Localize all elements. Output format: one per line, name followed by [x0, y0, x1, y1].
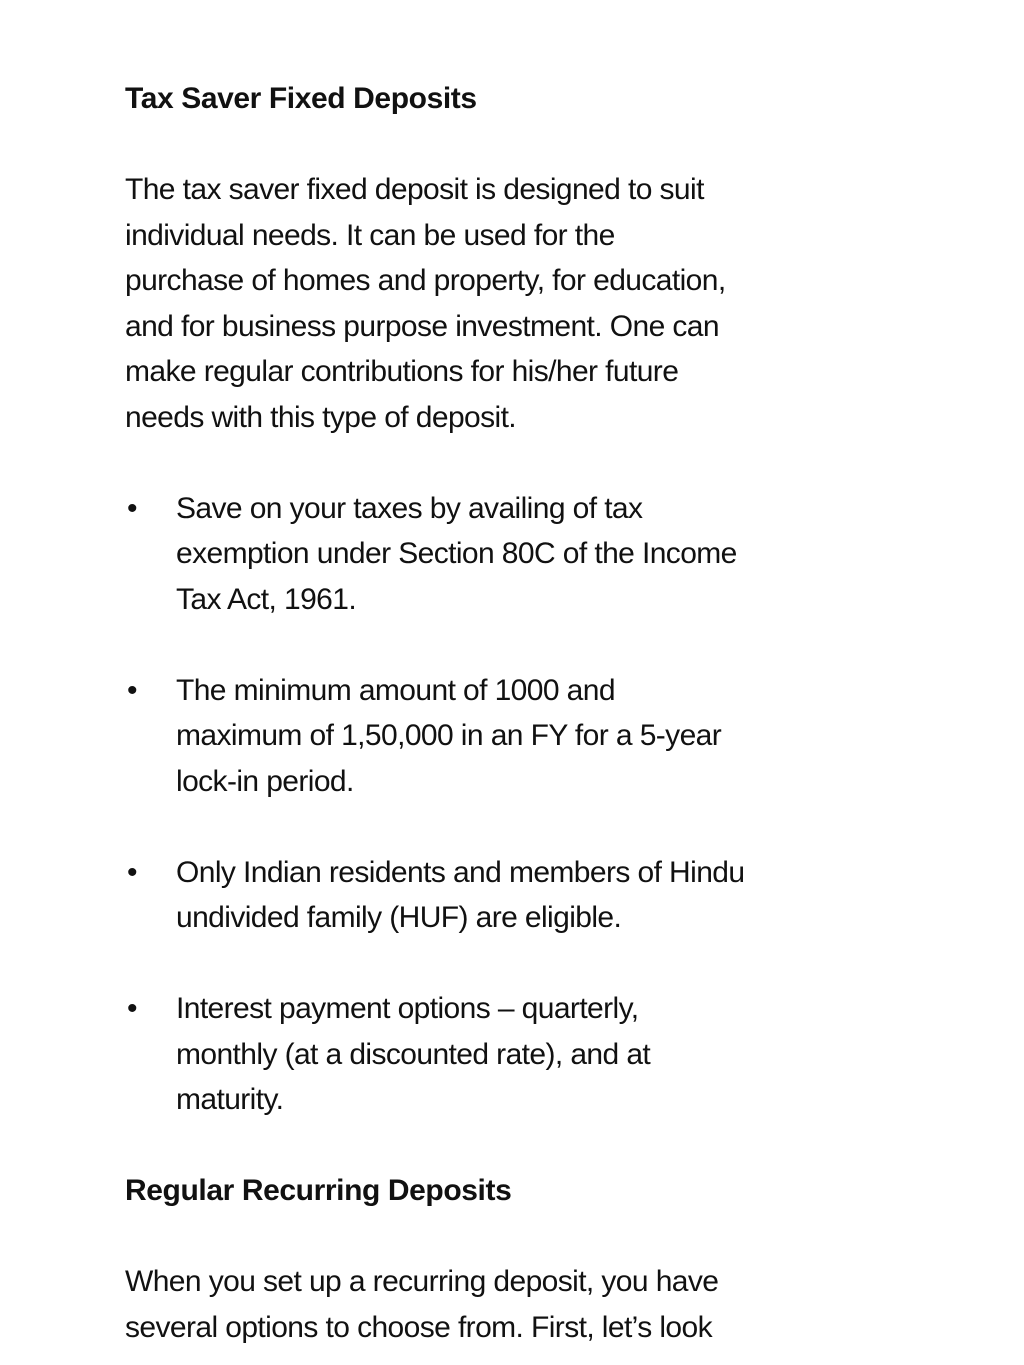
bullet-line: Save on your taxes by availing of tax	[176, 491, 643, 525]
bullet-line: undivided family (HUF) are eligible.	[176, 901, 622, 934]
paragraph-line: several options to choose from. First, let’s look	[125, 1310, 712, 1344]
bullet-icon: •	[127, 855, 137, 889]
paragraph-line: When you set up a recurring deposit, you have	[125, 1265, 719, 1298]
section-paragraph-recurring	[125, 1259, 885, 1350]
paragraph-line: and for business purpose investment. One can	[125, 309, 719, 343]
bullet-line: maturity.	[176, 1083, 284, 1116]
bullet-line: monthly (at a discounted rate), and at	[176, 1037, 651, 1071]
paragraph-line: needs with this type of deposit.	[125, 400, 517, 434]
section-heading-tax-saver: Tax Saver Fixed Deposits	[125, 82, 477, 115]
bullet-line: The minimum amount of 1000 and	[176, 673, 615, 707]
paragraph-line: The tax saver fixed deposit is designed to suit	[125, 173, 704, 206]
list-item	[125, 668, 885, 805]
bullet-line: Tax Act, 1961.	[176, 582, 357, 616]
section-heading-recurring: Regular Recurring Deposits	[125, 1174, 512, 1207]
bullet-line: Interest payment options – quarterly,	[176, 992, 639, 1025]
bullet-line: exemption under Section 80C of the Income	[176, 537, 737, 570]
bullet-line: Only Indian residents and members of Hindu	[176, 855, 745, 889]
bullet-line: lock-in period.	[176, 764, 354, 798]
list-item	[125, 986, 885, 1123]
paragraph-line: make regular contributions for his/her future	[125, 355, 679, 388]
bullet-icon: •	[127, 491, 137, 525]
bullet-icon: •	[127, 992, 137, 1025]
document-page	[125, 76, 885, 1350]
paragraph-line: purchase of homes and property, for education,	[125, 264, 726, 297]
spacer	[125, 122, 885, 168]
section-paragraph-tax-saver	[125, 167, 885, 440]
list-item	[125, 486, 885, 623]
spacer	[125, 1214, 885, 1260]
bullet-icon: •	[127, 673, 137, 707]
paragraph-line: individual needs. It can be used for the	[125, 218, 615, 252]
spacer	[125, 440, 885, 486]
list-item	[125, 850, 885, 941]
bullet-line: maximum of 1,50,000 in an FY for a 5-year	[176, 719, 722, 752]
bullet-list	[125, 486, 885, 1123]
